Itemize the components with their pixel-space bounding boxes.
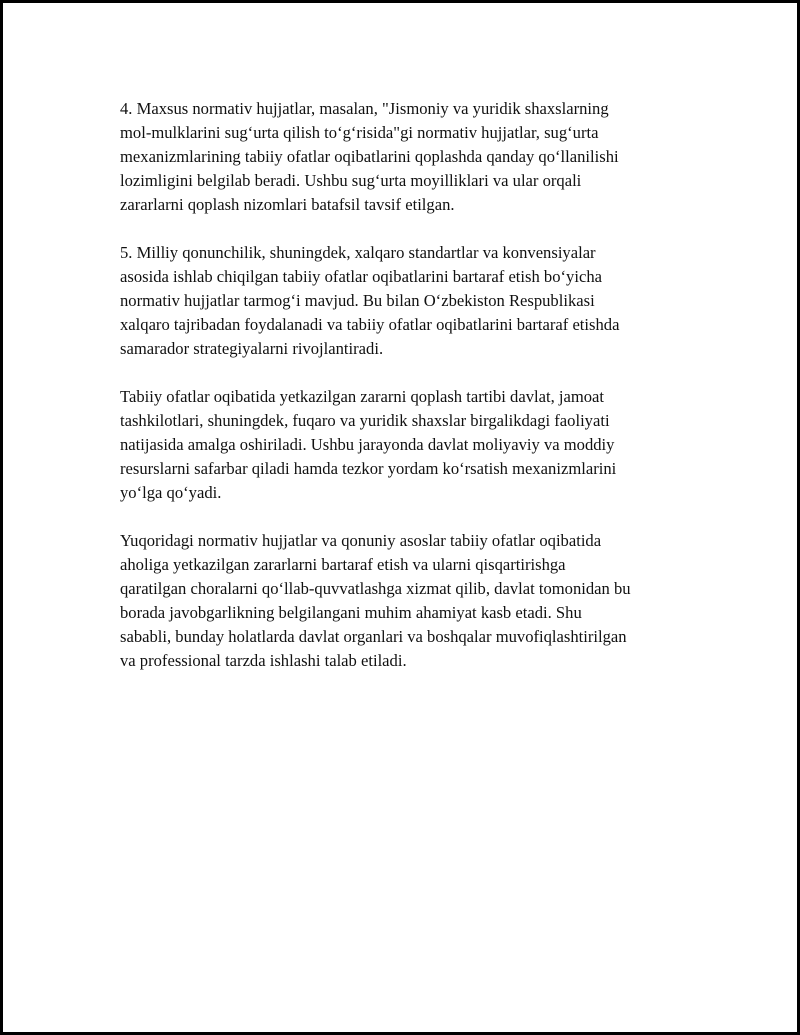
- paragraph-item-5: 5. Milliy qonunchilik, shuningdek, xalqaro standartlar va konvensiyalar asosida ishlab chiqilgan tabiiy ofatlar oqibatlarini bartaraf etish bo‘yicha normativ hujjatlar tarmog‘i mavjud. Bu bilan O‘zbekiston Respublikasi xalqaro tajribadan foydalanadi va tabiiy ofatlar oqibatlarini bartaraf etishda samarador strategiyalarni rivojlantiradi.: [120, 243, 620, 358]
- document-body: [120, 97, 690, 697]
- paragraph-conclusion: Yuqoridagi normativ hujjatlar va qonuniy asoslar tabiiy ofatlar oqibatida aholiga yetkazilgan zararlarni bartaraf etish va ularni qisqartirishga qaratilgan choralarni qo‘llab-quvvatlashga xizmat qilib, davlat tomonidan bu borada javobgarlikning belgilangani muhim ahamiyat kasb etadi. Shu sababli, bunday holatlarda davlat organlari va boshqalar muvofiqlashtirilgan va professional tarzda ishlashi talab etiladi.: [120, 531, 631, 670]
- paragraph-damage-compensation: Tabiiy ofatlar oqibatida yetkazilgan zararni qoplash tartibi davlat, jamoat tashkilotlari, shuningdek, fuqaro va yuridik shaxslar birgalikdagi faoliyati natijasida amalga oshiriladi. Ushbu jarayonda davlat moliyaviy va moddiy resurslarni safarbar qiladi hamda tezkor yordam ko‘rsatish mexanizmlarini yo‘lga qo‘yadi.: [120, 387, 617, 502]
- paragraph-item-4: 4. Maxsus normativ hujjatlar, masalan, "Jismoniy va yuridik shaxslarning mol-mulklarini sug‘urta qilish to‘g‘risida"gi normativ hujjatlar, sug‘urta mexanizmlarining tabiiy ofatlar oqibatlarini qoplashda qanday qo‘llanilishi lozimligini belgilab beradi. Ushbu sug‘urta moyilliklari va ular orqali zararlarni qoplash nizomlari batafsil tavsif etilgan.: [120, 99, 619, 214]
